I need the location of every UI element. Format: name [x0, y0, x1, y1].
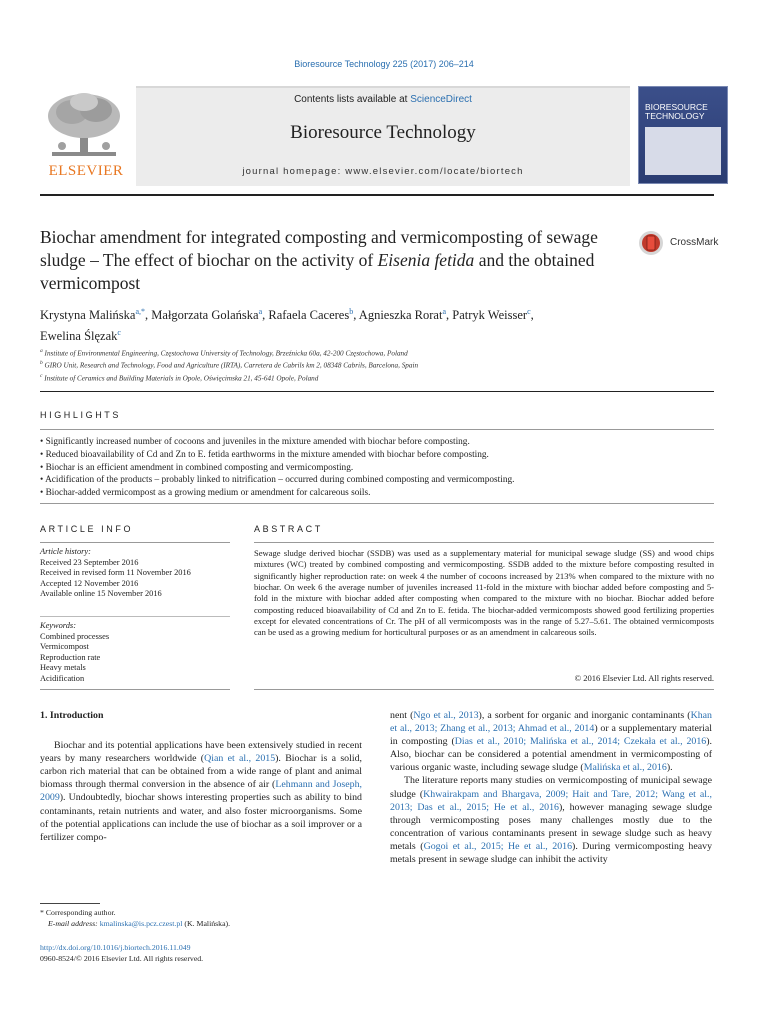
affiliation-item — [40, 358, 720, 370]
citation-link[interactable]: Khan et al., 2013; Zhang et al., 2013; Ahmad et al., 2014 — [390, 710, 712, 735]
author-name[interactable]: Krystyna Malińska — [40, 308, 136, 323]
intro-paragraph-2 — [390, 774, 712, 866]
title-part2: and the obtained vermicompost — [40, 250, 595, 293]
article-history-label: Article history: — [40, 547, 91, 556]
email-label: E-mail address: — [48, 919, 100, 928]
abstract-rule-bottom — [254, 689, 714, 690]
article-history-item: Accepted 12 November 2016 — [40, 578, 139, 588]
author-affiliation-marker[interactable]: b — [349, 307, 354, 316]
keyword-item: Acidification — [40, 673, 85, 683]
elsevier-tree-logo-icon — [42, 90, 126, 160]
cover-title-line2: TECHNOLOGY — [645, 111, 705, 121]
author-list — [40, 303, 720, 345]
affiliation-text: GIRO Unit, Research and Technology, Food and Agriculture (IRTA), Carretera de Cabrils km 2, 08348 Cabrils, Barcelona, Spain — [44, 361, 419, 370]
author-name[interactable]: Małgorzata Golańska — [151, 308, 259, 323]
author-affiliation-marker[interactable]: a — [442, 307, 447, 316]
affiliations — [40, 346, 720, 383]
text-run: ). Also, biochar can be considered a potential amendment in vermicomposting of various organic waste, including sewage sludge ( — [390, 736, 712, 774]
masthead — [40, 86, 730, 184]
doi-text[interactable]: http://dx.doi.org/10.1016/j.biortech.2016.11.049 — [40, 943, 191, 952]
text-run: The literature reports many studies on vermicomposting of municipal sewage sludge ( — [390, 775, 712, 800]
text-run: ). Undoubtedly, biochar shows interesting properties such as ability to bind contaminants, retain nutrients and water, and also foster microorganisms. Some of the potential applications can include the use of biochar as a soil improver or a fertilizer compo- — [40, 792, 362, 843]
email-note — [40, 918, 368, 929]
keyword-item: Reproduction rate — [40, 652, 101, 662]
journal-cover-image[interactable] — [638, 86, 728, 184]
elsevier-wordmark: ELSEVIER — [48, 163, 124, 179]
crossmark-button[interactable] — [638, 230, 728, 256]
article-history — [40, 547, 240, 600]
text-run: ). During vermicomposting heavy metals present in sewage sludge can inhibit the activity — [390, 840, 713, 866]
abstract-copyright: © 2016 Elsevier Ltd. All rights reserved. — [574, 673, 714, 683]
text-run: nent ( — [390, 710, 414, 721]
author-separator: , — [145, 308, 152, 323]
author-affiliation-marker[interactable]: a,* — [135, 307, 146, 316]
highlight-item: • Significantly increased number of cocoons and juveniles in the mixture amended with biochar before composting. — [40, 436, 720, 449]
elsevier-logo[interactable] — [40, 86, 132, 184]
affiliation-item — [40, 346, 720, 358]
affiliation-text: Institute of Ceramics and Building Materials in Opole, Oświęcimska 21, 45-641 Opole, Poland — [44, 374, 319, 383]
article-history-item: Received in revised form 11 November 2016 — [40, 568, 191, 577]
author-affiliation-marker[interactable]: c — [527, 307, 531, 316]
affiliation-text: Institute of Environmental Engineering, Częstochowa University of Technology, Brzeźnicka 60a, 42-200 Częstochowa, Poland — [44, 349, 408, 358]
corresponding-author-note: * Corresponding author. — [40, 908, 116, 917]
citation-link[interactable]: Dias et al., 2010; Malińska et al., 2014; Czekała et al., 2016 — [454, 736, 707, 748]
author-affiliation-marker[interactable]: c — [117, 328, 121, 338]
highlights-list — [40, 436, 720, 500]
author-name[interactable]: Agnieszka Rorat — [358, 308, 443, 323]
article-history-item: Received 23 September 2016 — [40, 557, 139, 567]
keywords-label: Keywords: — [40, 621, 76, 630]
author-separator: , — [530, 308, 534, 323]
header-divider — [40, 391, 714, 392]
keyword-item: Heavy metals — [40, 663, 86, 672]
citation-link[interactable]: Ngo et al., 2013 — [413, 710, 479, 721]
masthead-divider — [40, 194, 714, 196]
author-separator: , — [353, 308, 359, 323]
article-title — [40, 226, 630, 295]
abstract-rule — [254, 542, 714, 543]
body-right-column — [390, 709, 712, 866]
abstract-heading: ABSTRACT — [254, 524, 323, 534]
author-name[interactable]: Patryk Weisser — [452, 308, 528, 323]
highlights-rule — [40, 429, 714, 430]
citation-link[interactable]: Khwairakpam and Bhargava, 2009; Hait and Tare, 2012; Wang et al., 2013; Das et al., 2015; He et al., 2016 — [390, 788, 712, 813]
citation-link[interactable]: Gogoi et al., 2015; He et al., 2016 — [423, 840, 573, 852]
author-name[interactable]: Rafaela Caceres — [268, 308, 350, 323]
author-separator: , — [262, 308, 269, 323]
highlights-rule-bottom — [40, 503, 714, 504]
keyword-item: Combined processes — [40, 631, 110, 641]
cover-title — [645, 103, 723, 121]
author-separator: , — [446, 308, 453, 323]
affiliation-marker: c — [40, 372, 43, 379]
journal-title: Bioresource Technology — [290, 122, 476, 143]
text-run: ). — [666, 762, 673, 774]
crossmark-icon — [638, 230, 664, 256]
footnote-rule — [40, 903, 100, 904]
highlight-item: • Acidification of the products – probably linked to nitrification – occurred during combined composting and vermicomposting. — [40, 474, 720, 487]
highlight-item: • Biochar is an efficient amendment in combined composting and vermicomposting. — [40, 462, 720, 475]
citation-link[interactable]: Qian et al., 2015 — [204, 753, 276, 765]
masthead-band — [136, 86, 630, 186]
affiliation-marker: a — [40, 348, 43, 354]
crossmark-label: CrossMark — [670, 237, 719, 248]
title-italic: Eisenia fetida — [377, 250, 475, 270]
issn-line: 0960-8524/© 2016 Elsevier Ltd. All rights reserved. — [40, 954, 204, 963]
citation-link[interactable]: Lehmann and Joseph, 2009 — [40, 779, 362, 804]
affiliation-marker: b — [40, 360, 43, 367]
highlights-heading: HIGHLIGHTS — [40, 410, 122, 420]
intro-paragraph-1-cont — [390, 709, 712, 774]
body-left-column — [40, 709, 362, 844]
contents-prefix: Contents lists available at — [294, 94, 411, 105]
author-name[interactable]: Ewelina Ślęzak — [40, 329, 118, 344]
highlight-item: • Reduced bioavailability of Cd and Zn to E. fetida earthworms in the mixture amended with biochar before composting. — [40, 449, 720, 462]
journal-homepage[interactable]: journal homepage: www.elsevier.com/locate/biortech — [242, 166, 524, 177]
article-info-rule-bottom — [40, 689, 230, 690]
article-info-divider — [40, 616, 230, 617]
keywords — [40, 621, 240, 684]
text-run: ) or a supplementary material in composting ( — [390, 723, 712, 748]
intro-paragraph-1 — [40, 739, 362, 844]
text-run: Biochar and its potential applications have been extensively studied in recent years by many researchers worldwide ( — [40, 740, 362, 765]
sciencedirect-link[interactable]: ScienceDirect — [410, 94, 472, 105]
journal-reference[interactable]: Bioresource Technology 225 (2017) 206–214 — [294, 59, 474, 69]
abstract-text: Sewage sludge derived biochar (SSDB) was used as a supplementary material for municipal sewage sludge (SS) and wood chips mixtures (WC) treated by combined composting and vermicomposting. SSDB added to the mixture before composting resulted in significantly higher reproduction rate: on week 4 the number of cocoons increased by 213% when compared to the mixture with no biochar. On week 6 the average number of juveniles increased 11-fold in the mixture with biochar added before composting and 5-fold in the mixture with biochar added after composting when compared to the mixture with no biochar. Biochar added before composting reduced bioavailability of Cd and Zn to E. fetida. The biochar-added vermicomposts showed good fertilizing properties except for elevated concentrations of Cr. The pH of all vermicomposts was in the range of 5.27–5.61. The obtained vermicomposts can be used as a growing medium for horticultural purposes or as an amendment in calcareous soils. — [254, 548, 714, 638]
cover-art — [645, 127, 721, 175]
affiliation-item — [40, 371, 720, 383]
text-run: ), a sorbent for organic and inorganic contaminants ( — [478, 710, 691, 721]
highlight-item: • Biochar-added vermicompost as a growing medium or amendment for calcareous soils. — [40, 487, 720, 500]
author-affiliation-marker[interactable]: a — [258, 307, 263, 316]
article-info-heading: ARTICLE INFO — [40, 524, 134, 534]
text-run: ). Biochar is a solid, carbon rich material that can be obtained from a wide range of plant and animal biomass through thermal conversion in the absence of air ( — [40, 753, 363, 791]
contents-line — [136, 94, 630, 105]
cover-title-line1: BIORESOURCE — [645, 102, 708, 112]
article-history-item: Available online 15 November 2016 — [40, 589, 162, 598]
email-suffix: (K. Malińska). — [182, 919, 231, 928]
citation-link[interactable]: Malińska et al., 2016 — [583, 762, 667, 774]
title-part1: Biochar amendment for integrated composting and vermicomposting of sewage sludge – The effect of biochar on the activity of — [40, 227, 598, 270]
section-title-introduction: 1. Introduction — [40, 710, 104, 721]
doi-link[interactable] — [40, 942, 360, 953]
text-run: ), however managing sewage sludge through vermicomposting poses many challenges mostly due to the concentration of various contaminants present in sewage sludge such as heavy metals ( — [390, 801, 712, 852]
article-info-rule — [40, 542, 230, 543]
keyword-item: Vermicompost — [40, 642, 89, 651]
email-link[interactable]: kmalinska@is.pcz.czest.pl — [99, 919, 183, 928]
